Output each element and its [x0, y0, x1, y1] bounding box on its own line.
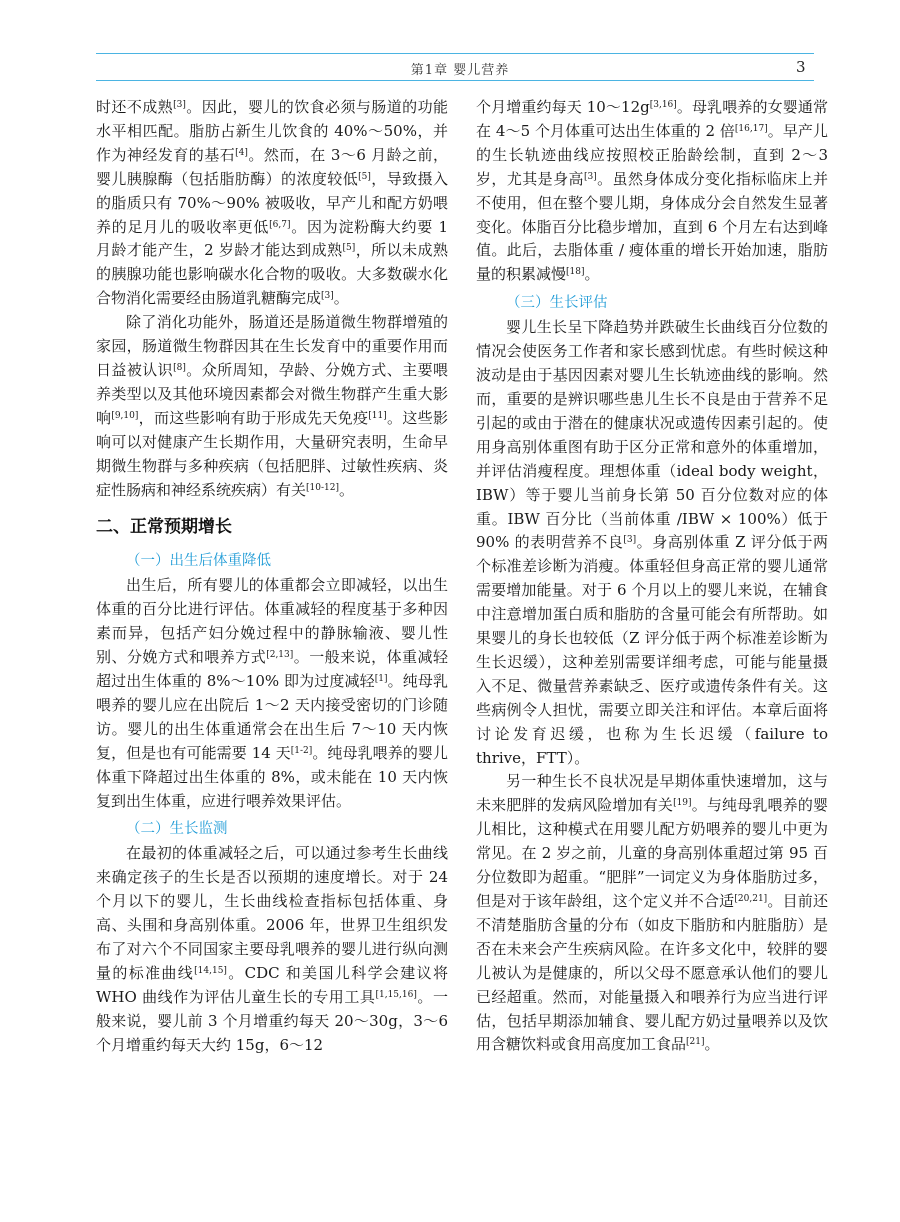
text-run: 时还不成熟	[96, 98, 174, 116]
citation: [3,16]	[649, 100, 677, 111]
subsection-heading: （二）生长监测	[126, 821, 228, 838]
page-number: 3	[796, 58, 806, 76]
text-run: 。然而，在 3～6 月龄之前，婴儿胰腺酶（包括脂肪酶）的浓度较低	[96, 145, 448, 188]
citation: [1]	[374, 674, 388, 685]
subsection-heading: （一）出生后体重降低	[126, 553, 271, 570]
citation: [3]	[623, 535, 637, 546]
paragraph	[476, 96, 828, 287]
text-run: 。	[704, 1035, 720, 1054]
paragraph	[476, 316, 828, 770]
paragraph	[476, 770, 828, 1057]
citation: [16,17]	[734, 123, 768, 134]
citation: [21]	[686, 1037, 705, 1048]
text-run: 。因为淀粉酶大约要 1 月龄才能产生，2 岁龄才能达到成熟	[96, 217, 448, 260]
text-run: ，导致摄入的脂质只有 70%～90% 被吸收，早产儿和配方奶喂养的足月儿的吸收率更低	[96, 169, 448, 236]
citation: [3]	[173, 100, 186, 111]
text-run: 。纯母乳喂养的婴儿应在出院后 1～2 天内接受密切的门诊随访。婴儿的出生体重通常会在出生后 7～10 天内恢复，但是也有可能需要 14 天	[96, 672, 448, 762]
text-run: 。虽然身体成分变化指标临床上并不使用，但在整个婴儿期，身体成分会自然发生显著变化。体脂百分比稳步增加，直到 6 个月左右达到峰值。此后，去脂体重 / 瘦体重的增长开始加速，脂肪量的积累减慢	[476, 169, 828, 284]
citation: [4]	[235, 147, 248, 158]
citation: [2,13]	[266, 650, 294, 661]
text-run: ，所以未成熟的胰腺功能也影响碳水化合物的吸收。大多数碳水化合物消化需要经由肠道乳糖酶完成	[96, 241, 448, 308]
text-run: 。与纯母乳喂养的婴儿相比，这种模式在用婴儿配方奶喂养的婴儿中更为常见。在 2 岁之前，儿童的身高别体重超过第 95 百分位数即为超重。“肥胖”一词定义为身体脂肪过多，但是对于该年龄组，这个定义并不合适	[476, 796, 828, 910]
citation: [11]	[368, 410, 387, 421]
paragraph	[96, 574, 448, 813]
citation: [1,15,16]	[375, 989, 417, 1000]
citation: [10-12]	[306, 482, 339, 493]
text-run: 。纯母乳喂养的婴儿体重下降超过出生体重的 8%，或未能在 10 天内恢复到出生体重，应进行喂养效果评估。	[96, 743, 448, 810]
text-run: 。身高别体重 Z 评分低于两个标准差诊断为消瘦。体重轻但身高正常的婴儿通常需要增加能量。对于 6 个月以上的婴儿来说，在辅食中注意增加蛋白质和脂肪的含量可能会有所帮助。如果婴儿的身长也较低（Z 评分低于两个标准差诊断为生长迟缓），这种差别需要详细考虑，可能与能量摄入不足、微量营养素缺乏、医疗或遗传条件有关。这些病例令人担忧，需要立即关注和评估。本章后面将讨论发育迟缓，也称为生长迟缓（failure to thrive，FTT）。	[476, 533, 829, 767]
paragraph	[96, 311, 448, 502]
paragraph	[96, 96, 448, 311]
text-run: 在最初的体重减轻之后，可以通过参考生长曲线来确定孩子的生长是否以预期的速度增长。对于 24 个月以下的婴儿，生长曲线检查指标包括体重、身高、头围和身高别体重。2006 年，世界卫生组织发布了对六个不同国家主要母乳喂养的婴儿进行纵向测量的标准曲线	[96, 844, 448, 982]
citation: [6,7]	[269, 219, 291, 230]
header-top-rule	[96, 53, 814, 54]
paragraph	[96, 842, 448, 1057]
text-run: 。	[333, 289, 349, 308]
subsection-heading: （三）生长评估	[506, 295, 608, 312]
section-heading: 二、正常预期增长	[96, 517, 232, 538]
citation: [3]	[583, 171, 597, 182]
text-run: 。CDC 和美国儿科学会建议将 WHO 曲线作为评估儿童生长的专用工具	[96, 964, 448, 1006]
header-bottom-rule	[96, 80, 814, 81]
text-run: 。目前还不清楚脂肪含量的分布（如皮下脂肪和内脏脂肪）是否在未来会产生疾病风险。在许多文化中，较胖的婴儿被认为是健康的，所以父母不愿意承认他们的婴儿已经超重。然而，对能量摄入和喂养行为应当进行评估，包括早期添加辅食、婴儿配方奶过量喂养以及饮用含糖饮料或食用高度加工食品	[476, 892, 828, 1054]
text-run: 出生后，所有婴儿的体重都会立即减轻，以出生体重的百分比进行评估。体重减轻的程度基于多种因素而异，包括产妇分娩过程中的静脉输液、婴儿性别、分娩方式和喂养方式	[96, 576, 448, 667]
text-run: 除了消化功能外，肠道还是肠道微生物群增殖的家园，肠道微生物群因其在生长发育中的重要作用而日益被认识	[96, 313, 448, 379]
text-run: 个月增重约每天 10～12g	[476, 98, 650, 116]
citation: [19]	[673, 798, 692, 809]
citation: [1-2]	[290, 745, 313, 756]
citation: [8]	[173, 363, 186, 374]
right-column	[476, 96, 828, 1057]
citation: [14,15]	[194, 966, 227, 977]
chapter-heading: 第1章 婴儿营养	[410, 63, 510, 78]
citation: [20,21]	[734, 894, 768, 905]
citation: [18]	[566, 267, 585, 278]
text-run: 另一种生长不良状况是早期体重快速增加，这与未来肥胖的发病风险增加有关	[476, 772, 828, 815]
citation: [9,10]	[111, 410, 139, 421]
text-run: 。因此，婴儿的饮食必须与肠道的功能水平相匹配。脂肪占新生儿饮食的 40%～50%，并作为神经发育的基石	[96, 98, 448, 164]
text-run: 。一般来说，婴儿前 3 个月增重约每天 20～30g，3～6 个月增重约每天大约 15g，6～12	[96, 987, 448, 1054]
citation: [5]	[358, 171, 371, 182]
citation: [5]	[342, 243, 356, 254]
text-run: 。	[338, 480, 354, 499]
left-column	[96, 96, 448, 1058]
text-run: ，而这些影响有助于形成先天免疫	[138, 408, 369, 427]
text-run: 婴儿生长呈下降趋势并跌破生长曲线百分位数的情况会使医务工作者和家长感到忧虑。有些时候这种波动是由于基因因素对婴儿生长轨迹曲线的影响。然而，重要的是辨识哪些患儿生长不良是由于营养不足引起的或由于潜在的健康状况或遗传因素引起的。使用身高别体重图有助于区分正常和意外的体重增加，并评估消瘦程度。理想体重（ideal body weight，IBW）等于婴儿当前身长第 50 百分位数对应的体重。IBW 百分比（当前体重 /IBW × 100%）低于 90% 的表明营养不良	[476, 318, 828, 552]
text-run: 。这些影响可以对健康产生长期作用，大量研究表明，生命早期微生物群与多种疾病（包括肥胖、过敏性疾病、炎症性肠病和神经系统疾病）有关	[96, 408, 448, 499]
text-run: 。一般来说，体重减轻超过出生体重的 8%～10% 即为过度减轻	[96, 648, 448, 691]
text-run: 。众所周知，孕龄、分娩方式、主要喂养类型以及其他环境因素都会对微生物群产生重大影响	[96, 360, 448, 427]
text-run: 。	[584, 265, 600, 284]
text-run: 。早产儿的生长轨迹曲线应按照校正胎龄绘制，直到 2～3 岁，尤其是身高	[476, 121, 828, 188]
text-run: 。母乳喂养的女婴通常在 4～5 个月体重可达出生体重的 2 倍	[476, 98, 828, 140]
citation: [3]	[321, 291, 334, 302]
